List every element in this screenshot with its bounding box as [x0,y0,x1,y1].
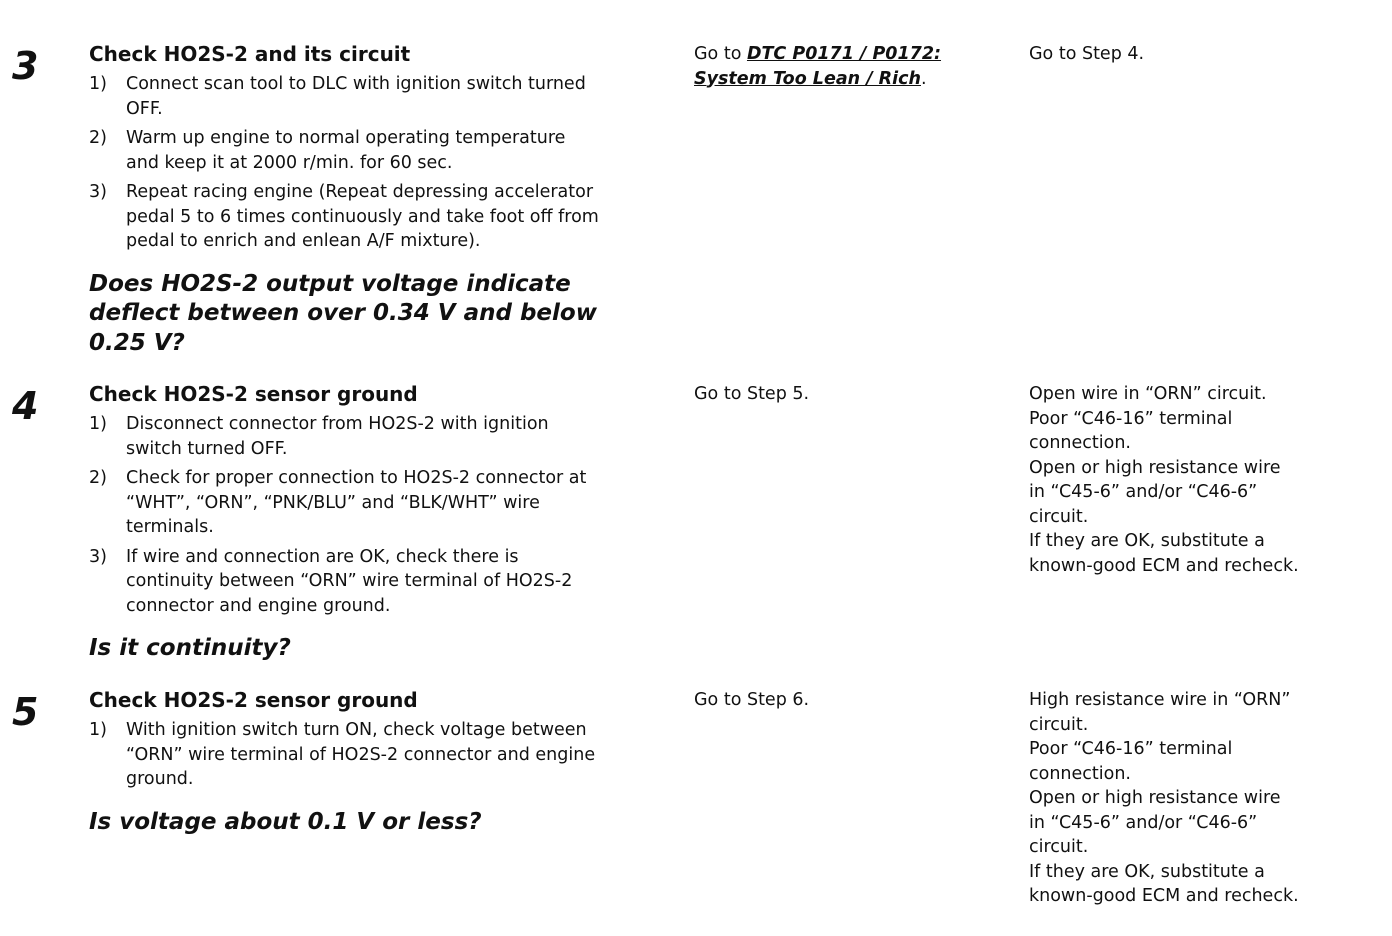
substep-line: OFF. [126,98,163,119]
substep-line: terminals. [126,517,214,537]
substep-line: “WHT”, “ORN”, “PNK/BLU” and “BLK/WHT” wire [126,492,540,513]
substep-line: If wire and connection are OK, check there is [126,546,519,567]
substep-line: pedal to enrich and enlean A/F mixture). [126,231,481,251]
step-5-action [89,688,689,837]
substep-line: connector and engine ground. [126,595,391,616]
substep-3 [89,545,689,619]
no-line: circuit. [1029,714,1089,735]
step-number: 3 [12,44,39,88]
no-line: connection. [1029,433,1131,453]
step-question [89,634,649,664]
no-line: If they are OK, substitute a [1029,861,1265,882]
substep-line: pedal 5 to 6 times continuously and take foot off from [126,206,599,227]
substep-line: Disconnect connector from HO2S-2 with ignition [126,414,549,434]
step-question [89,270,649,359]
no-line: in “C45-6” and/or “C46-6” [1029,812,1258,833]
substep-number: 3) [89,182,107,202]
step-title: Check HO2S-2 sensor ground [89,382,418,406]
substep-number: 1) [89,74,107,94]
step-4-yes: Go to Step 5. [694,384,810,404]
no-line: Go to Step 4. [1029,44,1145,64]
no-line: Poor “C46-16” terminal [1029,739,1233,759]
dtc-link-line[interactable]: DTC P0171 / P0172: [746,44,942,64]
substep-2 [89,466,689,540]
substep-1 [89,72,689,121]
substep-line: ground. [126,769,194,789]
substep-number: 2) [89,128,107,148]
no-line: Poor “C46-16” terminal [1029,408,1233,429]
no-line: Open wire in “ORN” circuit. [1029,384,1267,404]
question-line: Is it continuity? [89,635,291,661]
substep-3 [89,180,689,254]
substep-line: With ignition switch turn ON, check voltage between [126,720,587,740]
substep-number: 1) [89,720,107,740]
substep-line: “ORN” wire terminal of HO2S-2 connector and engine [126,744,596,765]
substep-line: switch turned OFF. [126,438,288,459]
step-question [89,808,649,838]
no-line: in “C45-6” and/or “C46-6” [1029,482,1258,502]
substep-number: 3) [89,546,107,567]
substep-line: and keep it at 2000 r/min. for 60 sec. [126,152,453,173]
substep-line: Check for proper connection to HO2S-2 connector at [126,468,587,488]
step-5-no [1029,688,1359,909]
no-line: known-good ECM and recheck. [1029,886,1299,906]
no-line: circuit. [1029,506,1089,527]
no-line: known-good ECM and recheck. [1029,555,1299,576]
substep-line: Warm up engine to normal operating temperature [126,128,566,148]
substep-list [89,718,689,792]
substep-1 [89,412,689,461]
dtc-link-line[interactable]: System Too Lean / Rich [694,68,921,89]
question-line: 0.25 V? [89,329,185,356]
substep-2 [89,126,689,175]
step-number: 4 [12,384,39,428]
substep-line: Connect scan tool to DLC with ignition switch turned [126,74,586,94]
step-title: Check HO2S-2 sensor ground [89,688,418,712]
no-line: If they are OK, substitute a [1029,531,1265,551]
no-line: Open or high resistance wire [1029,788,1281,808]
substep-line: continuity between “ORN” wire terminal of HO2S-2 [126,571,573,591]
substep-1 [89,718,689,792]
question-line: Is voltage about 0.1 V or less? [89,808,482,835]
no-line: Open or high resistance wire [1029,457,1281,478]
step-3-yes [694,42,1004,91]
question-line: Does HO2S-2 output voltage indicate [89,270,571,297]
substep-number: 1) [89,414,107,434]
no-line: circuit. [1029,837,1089,857]
step-3-no [1029,42,1359,67]
step-title: Check HO2S-2 and its circuit [89,42,411,66]
substep-number: 2) [89,468,107,488]
step-4-no [1029,382,1359,578]
substep-list [89,412,689,618]
no-line: High resistance wire in “ORN” [1029,690,1291,710]
question-line: deflect between over 0.34 V and below [89,300,597,326]
step-3-action [89,42,689,358]
substep-list [89,72,689,254]
step-5-yes: Go to Step 6. [694,690,810,710]
step-number: 5 [12,690,39,734]
substep-line: Repeat racing engine (Repeat depressing accelerator [126,182,594,202]
step-4-action [89,382,689,664]
yes-prefix: Go to [694,44,747,64]
no-line: connection. [1029,763,1131,784]
yes-suffix: . [920,68,927,89]
